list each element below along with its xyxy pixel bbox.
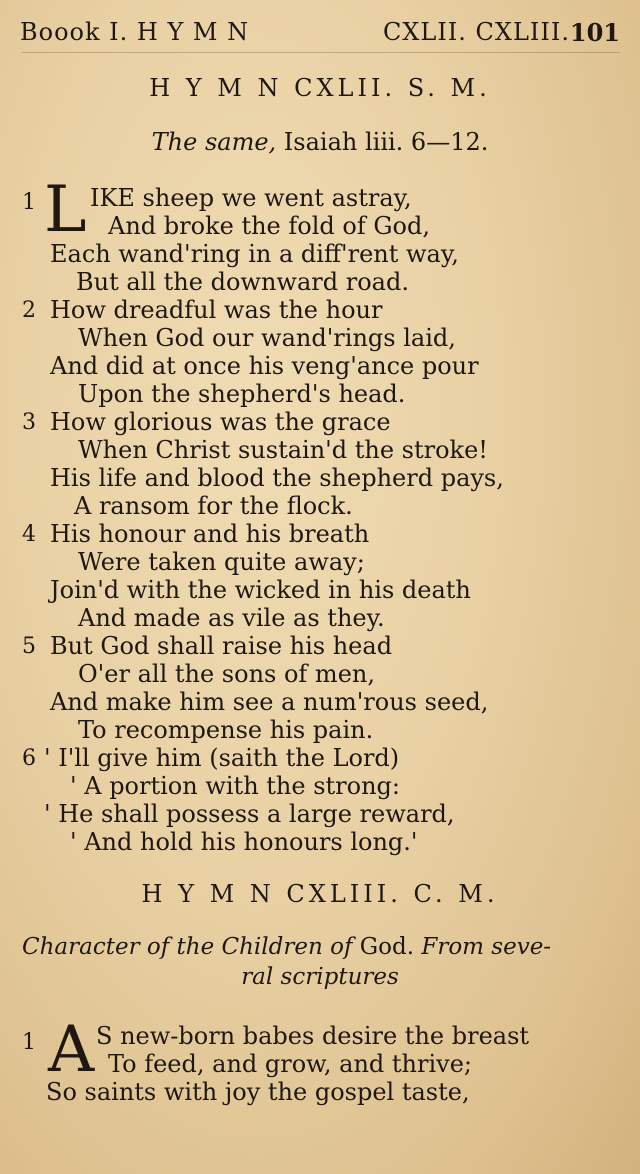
- hymn-143-description-line2: ral scriptures: [241, 964, 399, 990]
- stanza-number: 2: [22, 298, 36, 323]
- running-head-left: Boook I. H Y M N: [20, 18, 250, 46]
- drop-cap: L: [44, 173, 87, 247]
- hymn-142-subtitle: [0, 128, 640, 156]
- drop-cap: A: [48, 1013, 95, 1087]
- verse-line: ' He shall possess a large reward,: [44, 800, 455, 828]
- running-head: [20, 18, 620, 52]
- verse-line: When God our wand'rings laid,: [78, 324, 456, 352]
- subtitle-italic: The same,: [151, 128, 277, 156]
- stanza-number: 6: [22, 746, 36, 771]
- hymn-142-title: H Y M N CXLII. S. M.: [149, 74, 491, 102]
- verse-line: But God shall raise his head: [50, 632, 393, 660]
- verse-line: How glorious was the grace: [50, 408, 391, 436]
- verse-line: And did at once his veng'ance pour: [50, 352, 479, 380]
- stanza-number: 3: [22, 410, 36, 435]
- head-rule: [22, 52, 620, 53]
- stanza-number: 1: [22, 190, 36, 215]
- stanza-number: 5: [22, 634, 36, 659]
- description-italic-c: From seve-: [421, 934, 552, 960]
- verse-line: S new-born babes desire the breast: [96, 1022, 530, 1050]
- verse-line: His honour and his breath: [50, 520, 370, 548]
- verse-line: Were taken quite away;: [78, 548, 365, 576]
- verse-line: To recompense his pain.: [78, 716, 374, 744]
- verse-line: And broke the fold of God,: [108, 212, 430, 240]
- verse-line: To feed, and grow, and thrive;: [108, 1050, 472, 1078]
- description-italic-a: Character of the Children of: [22, 934, 353, 960]
- hymn-143-description: [22, 934, 551, 960]
- hymn-143-title: H Y M N CXLIII. C. M.: [141, 880, 499, 908]
- verse-line: ' And hold his honours long.': [70, 828, 418, 856]
- verse-line: A ransom for the flock.: [74, 492, 353, 520]
- verse-line: Upon the shepherd's head.: [78, 380, 406, 408]
- verse-line: ' A portion with the strong:: [70, 772, 400, 800]
- subtitle-reference: Isaiah liii. 6—12.: [276, 128, 489, 156]
- stanza-number: 1: [22, 1030, 36, 1055]
- verse-line: So saints with joy the gospel taste,: [46, 1078, 470, 1106]
- verse-line: When Christ sustain'd the stroke!: [78, 436, 488, 464]
- verse-line: IKE sheep we went astray,: [90, 184, 412, 212]
- verse-line: And make him see a num'rous seed,: [50, 688, 489, 716]
- verse-line: ' I'll give him (saith the Lord): [44, 744, 400, 772]
- verse-line: Each wand'ring in a diff'rent way,: [50, 240, 459, 268]
- verse-line: Join'd with the wicked in his death: [50, 576, 471, 604]
- verse-line: But all the downward road.: [76, 268, 409, 296]
- page-number: 101: [569, 18, 620, 47]
- stanza-number: 4: [22, 522, 36, 547]
- verse-line: O'er all the sons of men,: [78, 660, 375, 688]
- description-roman: God.: [352, 934, 422, 960]
- verse-line: And made as vile as they.: [78, 604, 385, 632]
- verse-line: His life and blood the shepherd pays,: [50, 464, 504, 492]
- running-head-right: CXLII. CXLIII.: [382, 18, 570, 46]
- verse-line: How dreadful was the hour: [50, 296, 383, 324]
